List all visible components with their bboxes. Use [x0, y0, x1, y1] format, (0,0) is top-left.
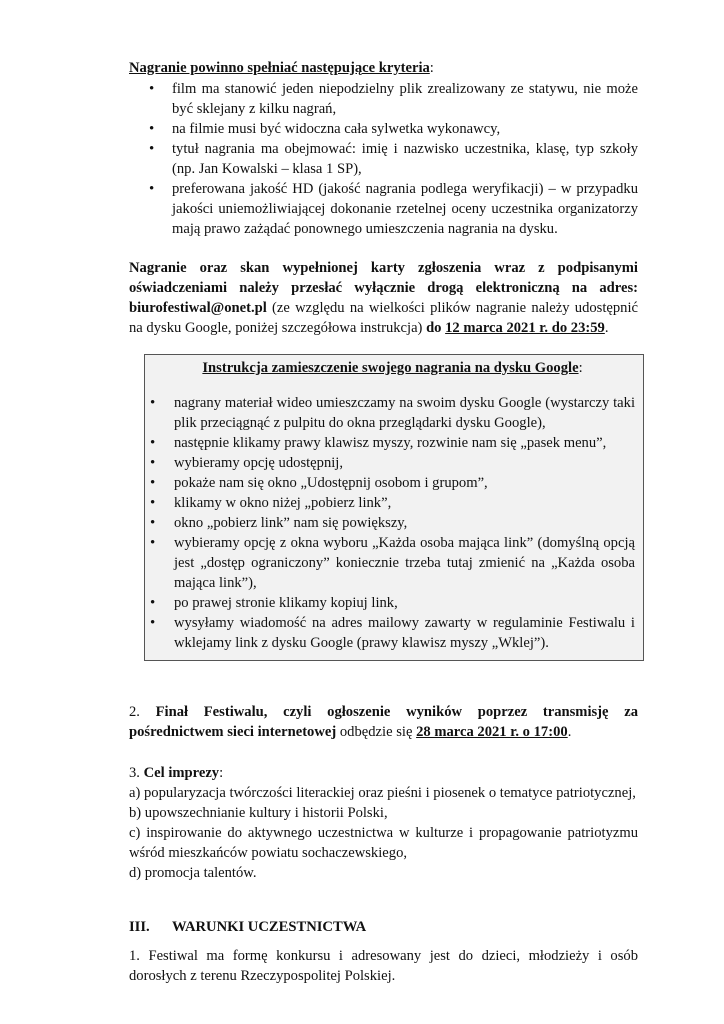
final-paragraph — [129, 702, 638, 742]
final-normal-text: odbędzie się — [336, 724, 417, 740]
instruction-item: • po prawej stronie klikamy kopiuj link, — [150, 593, 635, 613]
goal-item: b) upowszechnianie kultury i historii Polski, — [129, 805, 388, 821]
instruction-item: • nagrany materiał wideo umieszczamy na swoim dysku Google (wystarczy taki plik przeciągnąć z pulpitu do okna przeglądarki dysku Google), — [150, 393, 635, 433]
criteria-item: • na filmie musi być widoczna cała sylwetka wykonawcy, — [149, 119, 638, 139]
criteria-item: • tytuł nagrania ma obejmować: imię i nazwisko uczestnika, klasę, typ szkoły (np. Jan Kowalski – klasa 1 SP), — [149, 139, 638, 179]
deadline-date: 12 marca 2021 r. do 23:59 — [445, 320, 605, 336]
final-date: 28 marca 2021 r. o 17:00 — [416, 724, 568, 740]
section-heading — [129, 917, 638, 937]
criteria-item: • preferowana jakość HD (jakość nagrania podlega weryfikacji) – w przypadku jakości uniemożliwiającej dokonanie rzetelnej oceny uczestnika organizatorzy mają prawo zażądać ponownego umieszczenia nagrania na dysku. — [149, 179, 638, 239]
final-end: . — [567, 724, 572, 740]
criteria-heading-colon: : — [429, 60, 434, 76]
final-number: 2. — [129, 704, 156, 720]
goal-item: c) inspirowanie do aktywnego uczestnictwa w kulturze i propagowanie patriotyzmu wśród mieszkańców powiatu sochaczewskiego, — [129, 825, 638, 861]
instruction-box — [144, 354, 644, 661]
instruction-item: • okno „pobierz link” nam się powiększy, — [150, 513, 635, 533]
goals-heading — [129, 763, 638, 783]
instruction-item: • następnie klikamy prawy klawisz myszy, rozwinie nam się „pasek menu”, — [150, 433, 635, 453]
goals-heading-colon: : — [219, 765, 224, 781]
instruction-item: • wybieramy opcję z okna wyboru „Każda osoba mająca link” (domyślną opcją jest „dostęp ograniczony” koniecznie trzeba tutaj zmienić na „Każda osoba mająca link”), — [150, 533, 635, 593]
submission-end: . — [604, 320, 609, 336]
instruction-title-text: Instrukcja zamieszczenie swojego nagrania na dysku Google — [202, 360, 579, 376]
instruction-item: • pokaże nam się okno „Udostępnij osobom i grupom”, — [150, 473, 635, 493]
instruction-title-colon: : — [578, 360, 583, 376]
instruction-item: • wybieramy opcję udostępnij, — [150, 453, 635, 473]
goals-number: 3. — [129, 765, 144, 781]
conditions-paragraph: 1. Festiwal ma formę konkursu i adresowany jest do dzieci, młodzieży i osób dorosłych z terenu Rzeczypospolitej Polskiej. — [129, 948, 638, 984]
section-number: III. — [129, 919, 150, 935]
criteria-list — [149, 79, 638, 239]
instruction-item: • klikamy w okno niżej „pobierz link”, — [150, 493, 635, 513]
criteria-item: • film ma stanowić jeden niepodzielny plik zrealizowany ze statywu, nie może być sklejany z kilku nagrań, — [149, 79, 638, 119]
criteria-heading-text: Nagranie powinno spełniać następujące kryteria — [129, 60, 430, 76]
final-bold-text: Finał Festiwalu, czyli ogłoszenie wyników poprzez transmisję za pośrednictwem sieci internetowej — [129, 704, 638, 740]
instruction-box-title — [150, 358, 635, 378]
criteria-heading — [129, 58, 638, 78]
instruction-item: • wysyłamy wiadomość na adres mailowy zawarty w regulaminie Festiwalu i wklejamy link z dysku Google (prawy klawisz myszy „Wklej”). — [150, 613, 635, 653]
instruction-list — [150, 393, 635, 653]
section-title: WARUNKI UCZESTNICTWA — [172, 919, 367, 935]
goals-block — [129, 763, 638, 883]
goal-item: d) promocja talentów. — [129, 865, 257, 881]
submission-bold-text: Nagranie oraz skan wypełnionej karty zgłoszenia wraz z podpisanymi oświadczeniami należy przesłać wyłącznie drogą elektroniczną na adres: biurofestiwal@onet.pl — [129, 260, 638, 316]
deadline-prefix: do — [426, 320, 446, 336]
submission-paragraph — [129, 258, 638, 338]
goals-heading-text: Cel imprezy — [143, 765, 220, 781]
submission-normal-text: (ze względu na wielkości plików nagranie należy udostępnić na dysku Google, poniżej szczegółowa instrukcja) — [129, 300, 638, 336]
goal-item: a) popularyzacja twórczości literackiej oraz pieśni i piosenek o tematyce patriotycznej, — [129, 785, 636, 801]
